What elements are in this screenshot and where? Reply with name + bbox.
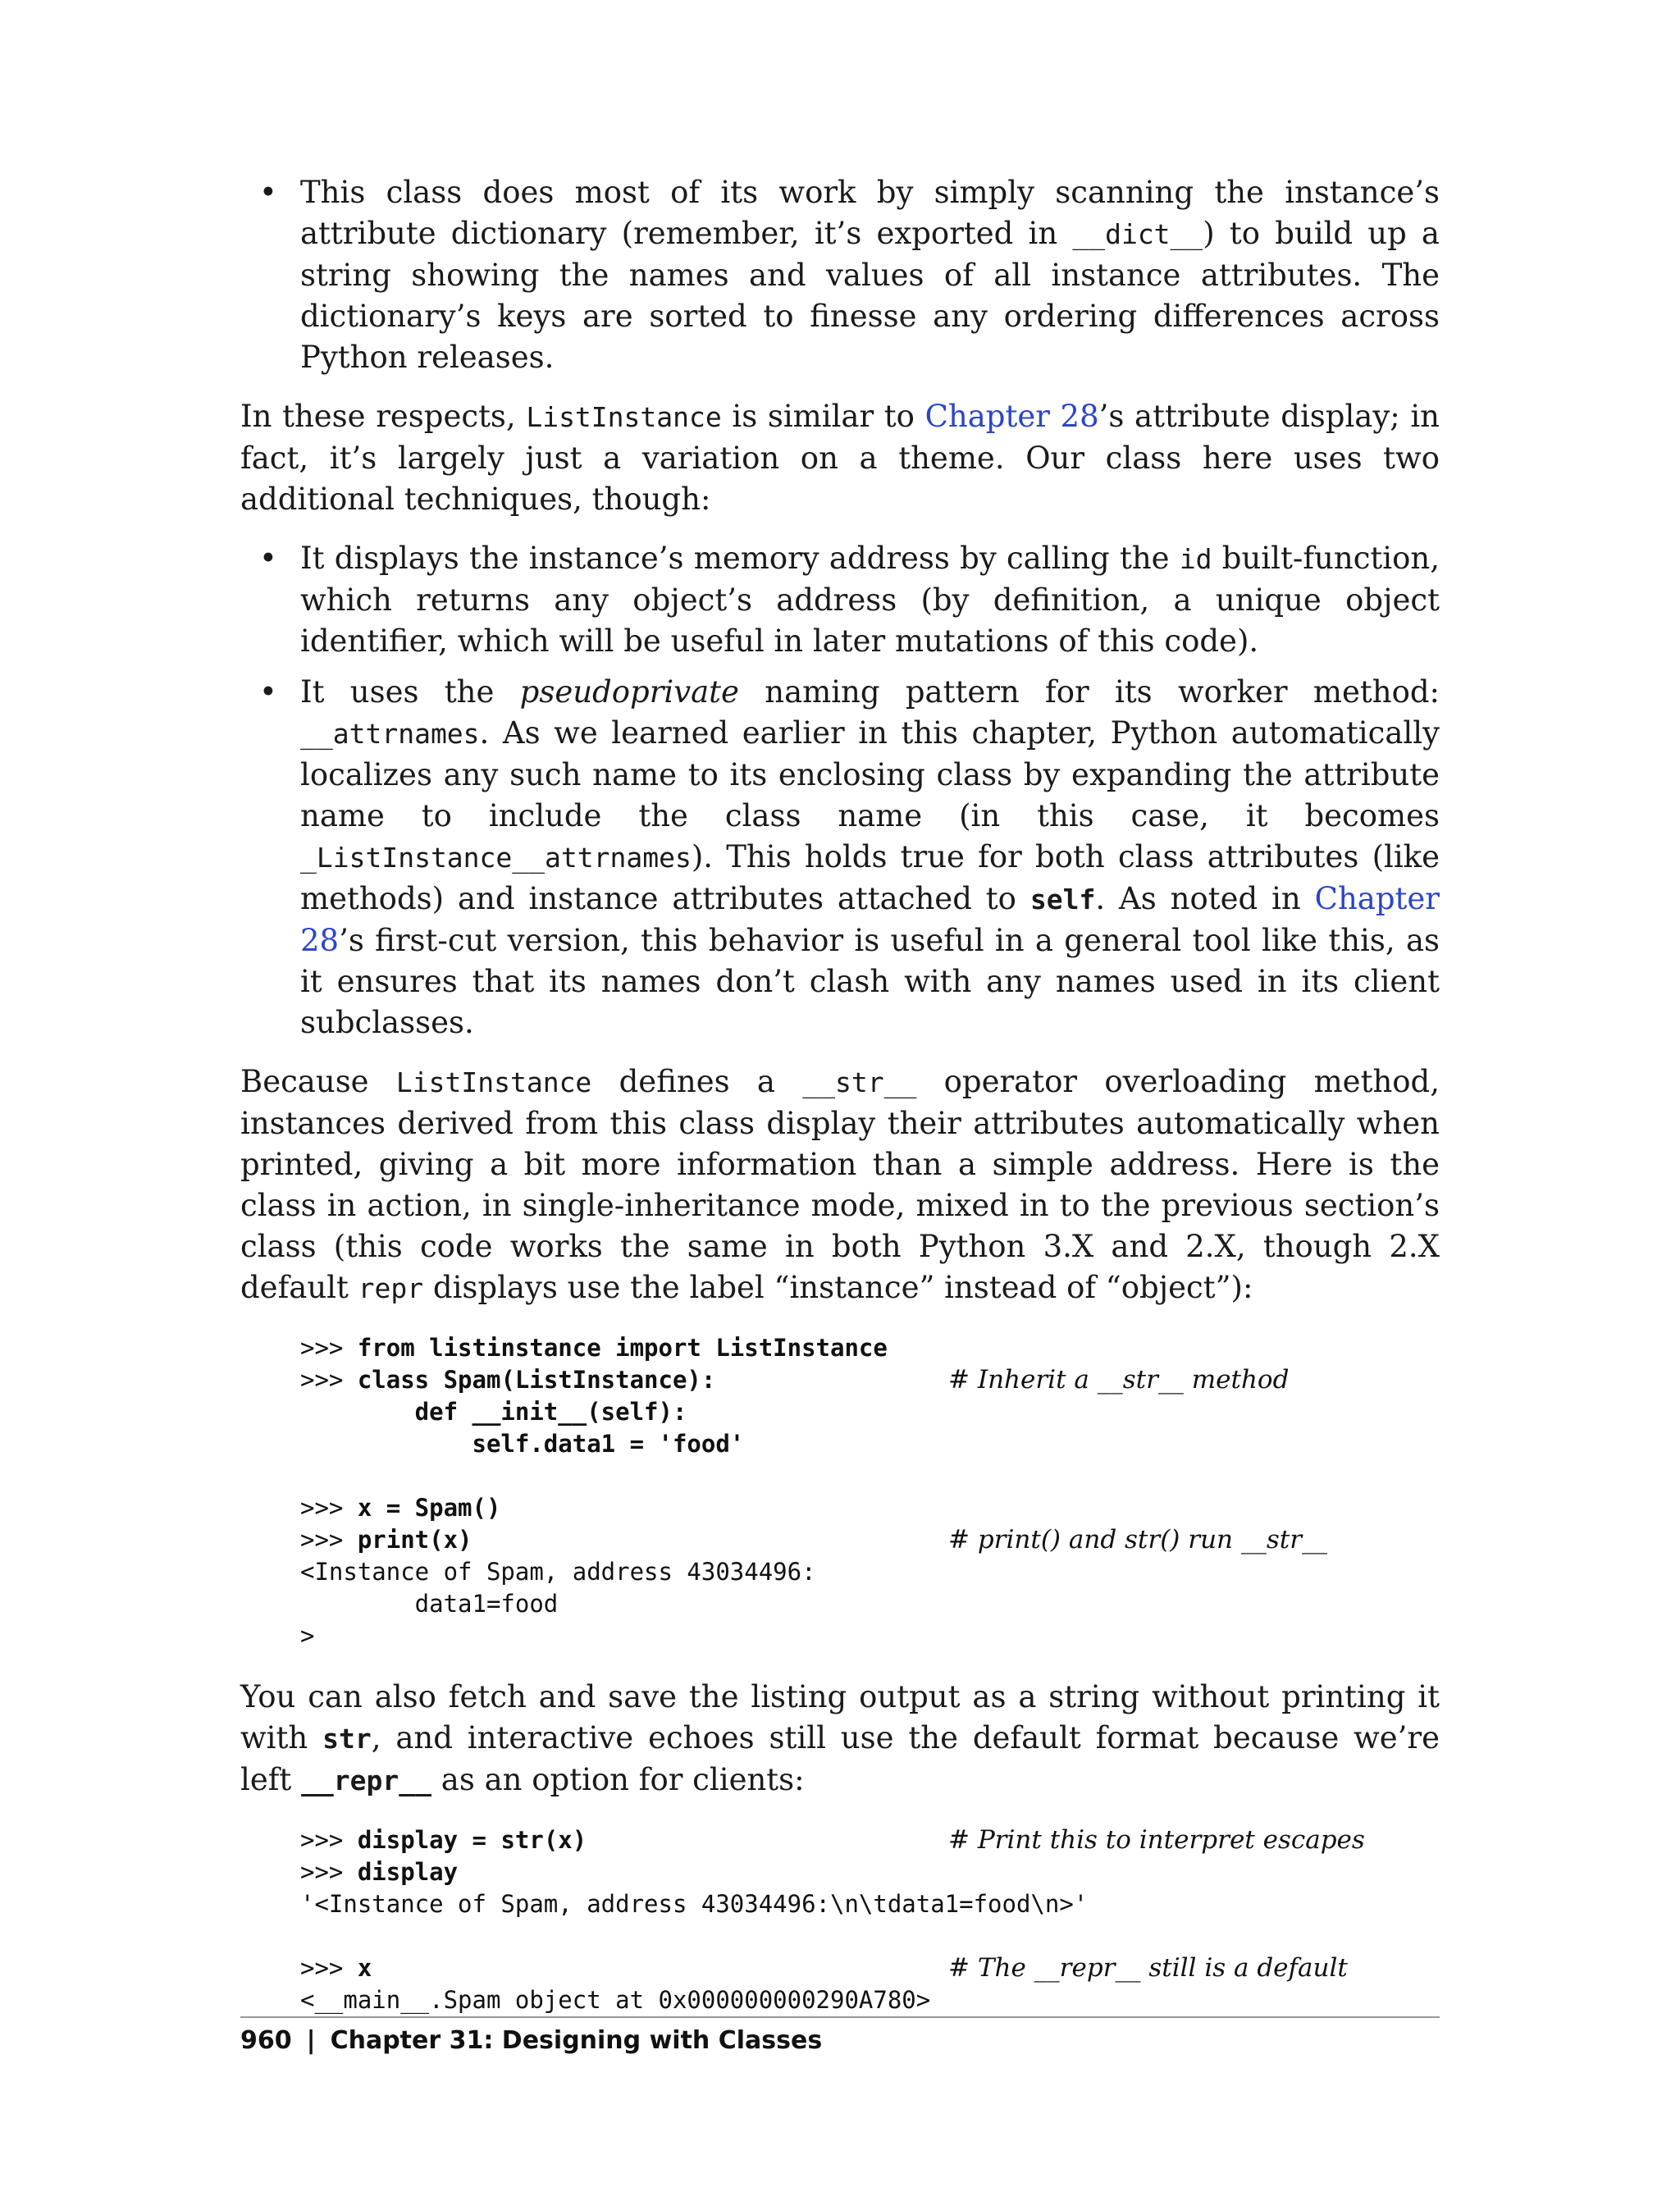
code-output-line: > <box>300 1622 315 1650</box>
code-comment: # print() and str() run __str__ <box>948 1525 1328 1554</box>
prompt: >>> <box>300 1526 358 1554</box>
inline-code: str <box>322 1723 372 1755</box>
code-block-display <box>240 1824 1440 2016</box>
bullet-list-top <box>240 172 1440 378</box>
text: is similar to <box>721 399 925 434</box>
text: This class does most of its work by simply scanning the instance’s attribute dictionary (remember, it’s exported in <box>300 175 1440 251</box>
code-blank-line <box>300 1460 1440 1492</box>
code-line <box>300 1492 1440 1524</box>
code-text: class Spam(ListInstance): <box>357 1366 716 1394</box>
prompt: >>> <box>300 1366 358 1394</box>
inline-code: id <box>1179 543 1212 575</box>
footer-rule <box>240 2016 1440 2018</box>
paragraph-similar <box>240 396 1440 520</box>
page-number: 960 <box>240 2026 292 2055</box>
inline-code: __str__ <box>802 1066 917 1098</box>
page-body <box>240 172 1440 2016</box>
code-text: x <box>357 1954 372 1982</box>
inline-code: __attrnames <box>300 718 480 750</box>
inline-code: __dict__ <box>1072 218 1203 250</box>
prompt: >>> <box>300 1826 358 1854</box>
chapter-28-link[interactable]: Chapter 28 <box>924 399 1099 434</box>
text: displays use the label “instance” instead of “object”): <box>423 1270 1253 1305</box>
text: ). This holds true for both class attributes (like methods) and instance attributes attached to <box>300 839 1440 916</box>
code-line: self.data1 = 'food' <box>300 1430 745 1458</box>
code-comment: # Print this to interpret escapes <box>948 1825 1365 1855</box>
page-footer <box>240 2026 822 2055</box>
code-line <box>300 1824 1440 1856</box>
inline-code: repr <box>358 1272 424 1304</box>
text: , and interactive echoes still use the default format because we’re left <box>240 1720 1440 1797</box>
text: operator overloading method, instances derived from this class display their attributes automatically when printed, giving a bit more information than a simple address. Here is the class in action, in single-inheritance mode, mixed in to the previous section’s class (this code works the same in both Python 3.X and 2.X, though 2.X default <box>240 1064 1440 1305</box>
inline-code: ListInstance <box>526 401 722 433</box>
text: ) to build up a string showing the names and values of all instance attributes. The dictionary’s keys are sorted to finesse any ordering differences across Python releases. <box>300 216 1440 375</box>
text: naming pattern for its worker method: <box>738 674 1440 710</box>
text: defines a <box>591 1064 803 1099</box>
code-text: x = Spam() <box>357 1494 501 1522</box>
text: It uses the <box>300 674 520 710</box>
code-line <box>300 1856 1440 1888</box>
emphasis: pseudoprivate <box>519 674 739 710</box>
code-line <box>300 1952 1440 1984</box>
inline-code: __repr__ <box>301 1764 432 1796</box>
inline-code: self <box>1029 883 1096 915</box>
code-comment: # The __repr__ still is a default <box>948 1953 1348 1983</box>
prompt: >>> <box>300 1858 358 1886</box>
code-output-line: <Instance of Spam, address 43034496: <box>300 1558 816 1586</box>
text: . As we learned earlier in this chapter, Python automatically localizes any such name to its enclosing class by expanding the attribute name to include the class name (in this case, it becomes <box>300 715 1440 833</box>
text: In these respects, <box>240 399 527 434</box>
text: Because <box>240 1064 396 1099</box>
paragraph-str-overloading <box>240 1061 1440 1309</box>
text: . As noted in <box>1095 881 1315 916</box>
code-text: print(x) <box>357 1526 472 1554</box>
code-line <box>300 1364 1440 1396</box>
text: built-function, which returns any object’s address (by definition, a unique object identifier, which will be useful in later mutations of this code). <box>300 541 1440 659</box>
code-text: display = str(x) <box>357 1826 587 1854</box>
bullet-list-techniques <box>240 538 1440 1043</box>
code-block-listinstance <box>240 1332 1440 1652</box>
chapter-28-link[interactable]: Chapter 28 <box>300 881 1440 958</box>
paragraph-fetch-listing <box>240 1677 1440 1801</box>
bullet-dict-scan <box>240 172 1440 378</box>
text: ’s attribute display; in fact, it’s largely just a variation on a theme. Our class here uses two additional techniques, though: <box>240 399 1440 517</box>
text: It displays the instance’s memory address by calling the <box>300 541 1180 576</box>
text: ’s first-cut version, this behavior is useful in a general tool like this, as it ensures that its names don’t clash with any names used in its client subclasses. <box>300 923 1440 1040</box>
bullet-memory-address <box>240 538 1440 662</box>
text: as an option for clients: <box>431 1762 805 1797</box>
code-text: from listinstance import ListInstance <box>357 1334 888 1362</box>
code-output-line: data1=food <box>300 1590 559 1618</box>
code-comment: # Inherit a __str__ method <box>948 1365 1290 1395</box>
code-output-line: '<Instance of Spam, address 43034496:\n\tdata1=food\n>' <box>300 1890 1089 1918</box>
code-line <box>300 1524 1440 1556</box>
prompt: >>> <box>300 1954 358 1982</box>
code-text: display <box>357 1858 459 1886</box>
code-output-line: <__main__.Spam object at 0x000000000290A780> <box>300 1986 931 2014</box>
prompt: >>> <box>300 1494 358 1522</box>
inline-code: ListInstance <box>395 1066 592 1098</box>
code-line: def __init__(self): <box>300 1398 687 1426</box>
code-line <box>300 1332 1440 1364</box>
prompt: >>> <box>300 1334 358 1362</box>
bullet-pseudoprivate <box>240 672 1440 1043</box>
inline-code: _ListInstance__attrnames <box>300 842 692 874</box>
chapter-title: Chapter 31: Designing with Classes <box>330 2026 823 2055</box>
text: You can also fetch and save the listing output as a string without printing it with <box>240 1679 1440 1755</box>
footer-separator: | <box>306 2026 316 2055</box>
code-blank-line <box>300 1920 1440 1952</box>
